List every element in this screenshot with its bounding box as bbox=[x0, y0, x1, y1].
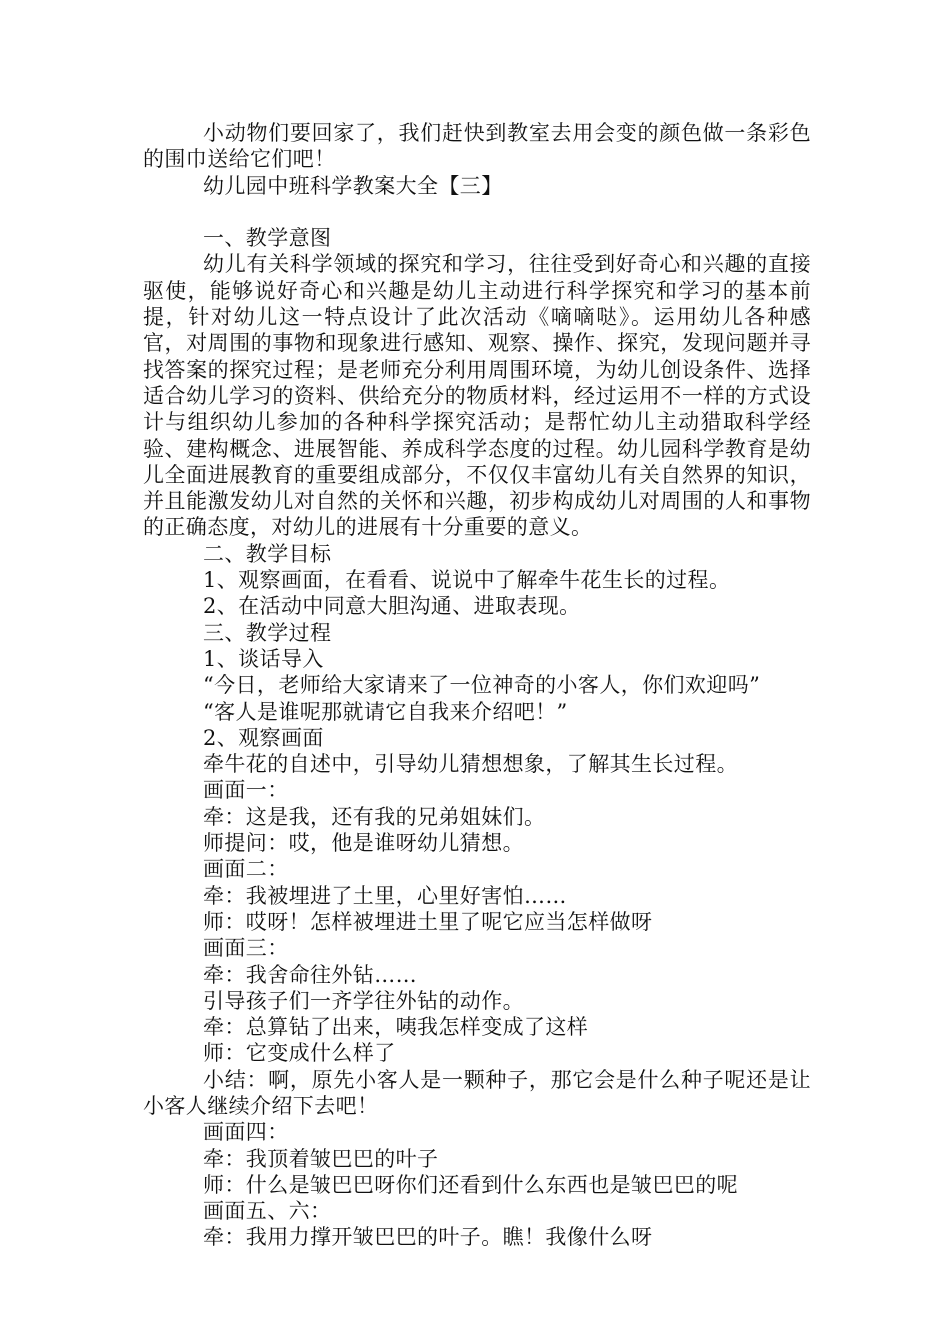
heading-teaching-intent: 一、教学意图 bbox=[203, 226, 332, 251]
paragraph: 牵：我被埋进了土里，心里好害怕…… bbox=[203, 883, 567, 908]
paragraph: 画面三： bbox=[203, 936, 289, 961]
section-title: 幼儿园中班科学教案大全【三】 bbox=[203, 173, 503, 198]
document-body bbox=[143, 120, 811, 1251]
paragraph: 师：它变成什么样了 bbox=[203, 1041, 396, 1066]
paragraph: 牵牛花的自述中，引导幼儿猜想想象，了解其生长过程。 bbox=[203, 752, 738, 777]
paragraph: 画面二： bbox=[203, 857, 289, 882]
paragraph: 1、谈话导入 bbox=[203, 646, 324, 671]
paragraph: 师：什么是皱巴巴呀你们还看到什么东西也是皱巴巴的呢 bbox=[203, 1172, 738, 1197]
paragraph: 小动物们要回家了，我们赶快到教室去用会变的颜色做一条彩色的围巾送给它们吧！ bbox=[143, 121, 811, 172]
paragraph: 师：哎呀！怎样被埋进土里了呢它应当怎样做呀 bbox=[203, 909, 653, 934]
paragraph: “客人是谁呢那就请它自我来介绍吧！” bbox=[203, 699, 568, 724]
paragraph: 牵：我顶着皱巴巴的叶子 bbox=[203, 1146, 439, 1171]
paragraph: 师提问：哎，他是谁呀幼儿猜想。 bbox=[203, 831, 524, 856]
paragraph: 画面四： bbox=[203, 1120, 289, 1145]
paragraph: 画面一： bbox=[203, 778, 289, 803]
paragraph: 牵：我舍命往外钻…… bbox=[203, 962, 417, 987]
paragraph: 引导孩子们一齐学往外钻的动作。 bbox=[203, 988, 524, 1013]
paragraph: 牵：总算钻了出来，咦我怎样变成了这样 bbox=[203, 1015, 589, 1040]
heading-teaching-process: 三、教学过程 bbox=[203, 620, 332, 645]
paragraph: “今日，老师给大家请来了一位神奇的小客人，你们欢迎吗” bbox=[203, 673, 761, 698]
heading-teaching-goals: 二、教学目标 bbox=[203, 541, 332, 566]
paragraph: 小结：啊，原先小客人是一颗种子，那它会是什么种子呢还是让小客人继续介绍下去吧！ bbox=[143, 1067, 811, 1118]
paragraph: 牵：我用力撑开皱巴巴的叶子。瞧！我像什么呀 bbox=[203, 1225, 653, 1250]
paragraph: 1、观察画面，在看看、说说中了解牵牛花生长的过程。 bbox=[203, 568, 731, 593]
paragraph: 画面五、六： bbox=[203, 1199, 332, 1224]
paragraph: 幼儿有关科学领域的探究和学习，往往受到好奇心和兴趣的直接驱使，能够说好奇心和兴趣是幼儿主动进行科学探究和学习的基本前提，针对幼儿这一特点设计了此次活动《嘀嘀哒》。运用幼儿各种感官，对周围的事物和现象进行感知、观察、操作、探究，发现问题并寻找答案的探究过程；是老师充分利用周围环境，为幼儿创设条件、选择适合幼儿学习的资料、供给充分的物质材料，经过运用不一样的方式设计与组织幼儿参加的各种科学探究活动；是帮忙幼儿主动猎取科学经验、建构概念、进展智能、养成科学态度的过程。幼儿园科学教育是幼儿全面进展教育的重要组成部分，不仅仅丰富幼儿有关自然界的知识，并且能激发幼儿对自然的关怀和兴趣，初步构成幼儿对周围的人和事物的正确态度，对幼儿的进展有十分重要的意义。 bbox=[143, 252, 811, 540]
blank-line bbox=[143, 199, 811, 225]
paragraph: 牵：这是我，还有我的兄弟姐妹们。 bbox=[203, 804, 546, 829]
paragraph: 2、在活动中同意大胆沟通、进取表现。 bbox=[203, 594, 581, 619]
paragraph: 2、观察画面 bbox=[203, 725, 324, 750]
